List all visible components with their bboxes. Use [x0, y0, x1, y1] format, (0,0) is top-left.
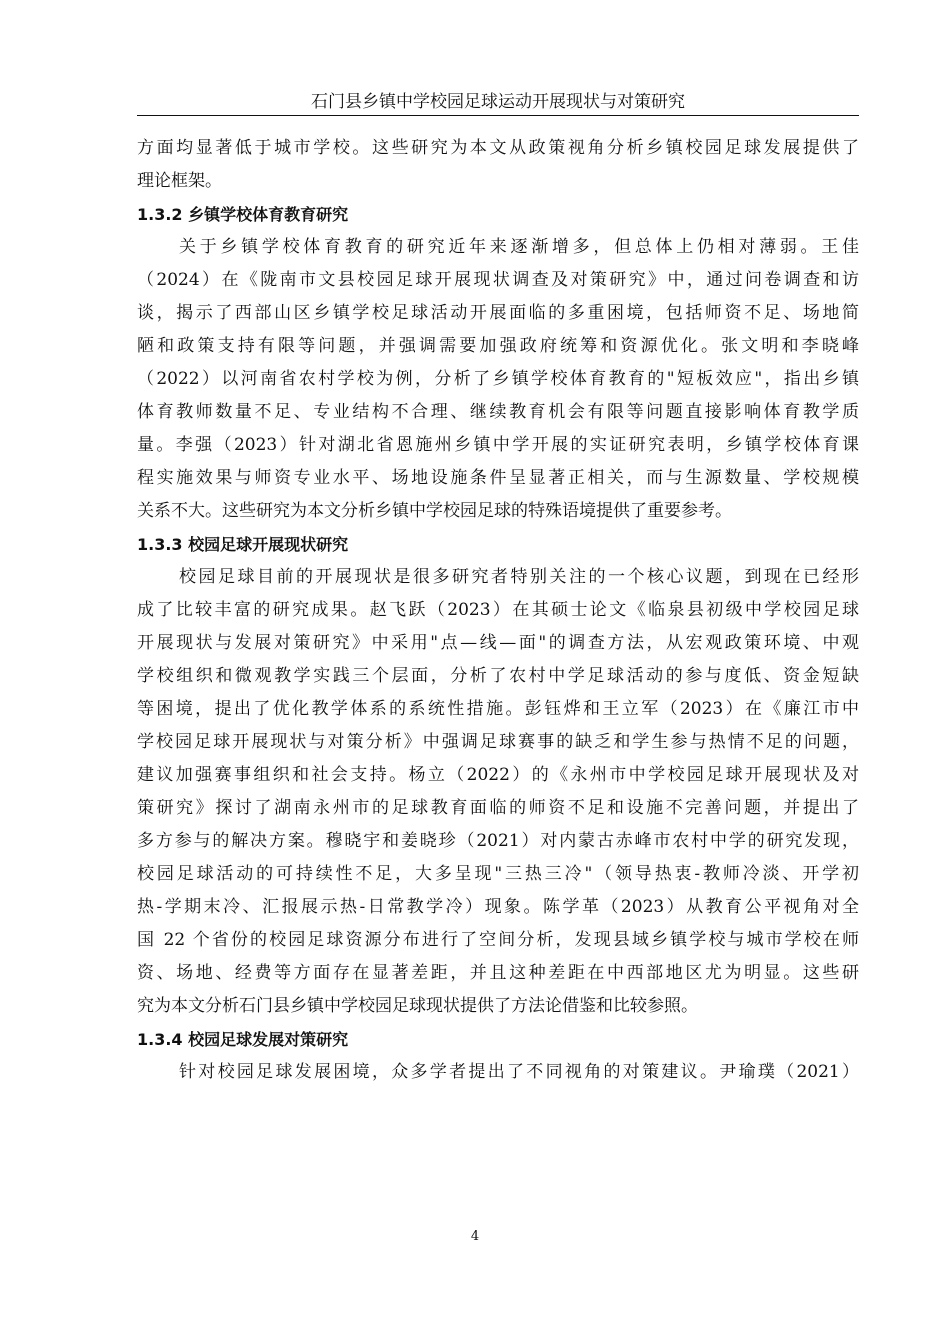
text-line: 国 22 个省份的校园足球资源分布进行了空间分析，发现县域乡镇学校与城市学校在师 — [137, 930, 859, 950]
text-line: 等困境，提出了优化教学体系的系统性措施。彭钰烨和王立军（2023）在《廉江市中 — [137, 699, 859, 719]
text-line: 理论框架。 — [137, 171, 222, 191]
text-line: 体育教师数量不足、专业结构不合理、继续教育机会有限等问题直接影响体育教学质 — [137, 402, 859, 422]
page-number: 4 — [470, 1229, 480, 1244]
text-line: 开展现状与发展对策研究》中采用"点—线—面"的调查方法，从宏观政策环境、中观 — [137, 633, 859, 653]
text-line: 程实施效果与师资专业水平、场地设施条件呈显著正相关，而与生源数量、学校规模 — [137, 468, 859, 488]
text-line: 关系不大。这些研究为本文分析乡镇中学校园足球的特殊语境提供了重要参考。 — [137, 501, 732, 521]
text-line: 资、场地、经费等方面存在显著差距，并且这种差距在中西部地区尤为明显。这些研 — [137, 963, 859, 983]
text-line: （2022）以河南省农村学校为例，分析了乡镇学校体育教育的"短板效应"，指出乡镇 — [137, 369, 859, 389]
text-line: 谈，揭示了西部山区乡镇学校足球活动开展面临的多重困境，包括师资不足、场地简 — [137, 303, 859, 323]
text-line: 量。李强（2023）针对湖北省恩施州乡镇中学开展的实证研究表明，乡镇学校体育课 — [137, 435, 859, 455]
text-line: 学校园足球开展现状与对策分析》中强调足球赛事的缺乏和学生参与热情不足的问题， — [137, 732, 859, 752]
section-heading-1-3-2: 1.3.2 乡镇学校体育教育研究 — [137, 205, 349, 224]
text-line: 学校组织和微观教学实践三个层面，分析了农村中学足球活动的参与度低、资金短缺 — [137, 666, 859, 686]
text-line: 校园足球活动的可持续性不足，大多呈现"三热三冷"（领导热衷-教师冷淡、开学初 — [137, 864, 859, 884]
text-line: 究为本文分析石门县乡镇中学校园足球现状提供了方法论借鉴和比较参照。 — [137, 996, 698, 1016]
text-line: 陋和政策支持有限等问题，并强调需要加强政府统筹和资源优化。张文明和李晓峰 — [137, 336, 859, 356]
section-heading-1-3-3: 1.3.3 校园足球开展现状研究 — [137, 535, 349, 554]
text-line: 方面均显著低于城市学校。这些研究为本文从政策视角分析乡镇校园足球发展提供了 — [137, 138, 859, 158]
header-rule — [137, 115, 859, 116]
text-line: 策研究》探讨了湖南永州市的足球教育面临的师资不足和设施不完善问题，并提出了 — [137, 798, 859, 818]
text-line: （2024）在《陇南市文县校园足球开展现状调查及对策研究》中，通过问卷调查和访 — [137, 270, 859, 290]
text-line: 关于乡镇学校体育教育的研究近年来逐渐增多，但总体上仍相对薄弱。王佳 — [179, 237, 859, 257]
running-header-title: 石门县乡镇中学校园足球运动开展现状与对策研究 — [311, 92, 685, 112]
paragraph-1-3-3 — [137, 561, 859, 1023]
text-line: 成了比较丰富的研究成果。赵飞跃（2023）在其硕士论文《临泉县初级中学校园足球 — [137, 600, 859, 620]
text-line: 建议加强赛事组织和社会支持。杨立（2022）的《永州市中学校园足球开展现状及对 — [137, 765, 859, 785]
paragraph-1-3-2 — [137, 231, 859, 528]
text-line: 校园足球目前的开展现状是很多研究者特别关注的一个核心议题，到现在已经形 — [179, 567, 859, 587]
text-line: 针对校园足球发展困境，众多学者提出了不同视角的对策建议。尹瑜璞（2021） — [179, 1062, 859, 1082]
section-heading-1-3-4: 1.3.4 校园足球发展对策研究 — [137, 1030, 349, 1049]
paragraph-intro — [137, 132, 859, 198]
paragraph-1-3-4 — [137, 1056, 859, 1089]
text-line: 多方参与的解决方案。穆晓宇和姜晓珍（2021）对内蒙古赤峰市农村中学的研究发现， — [137, 831, 859, 851]
text-line: 热-学期末冷、汇报展示热-日常教学冷）现象。陈学革（2023）从教育公平视角对全 — [137, 897, 859, 917]
body-content — [137, 132, 859, 1089]
